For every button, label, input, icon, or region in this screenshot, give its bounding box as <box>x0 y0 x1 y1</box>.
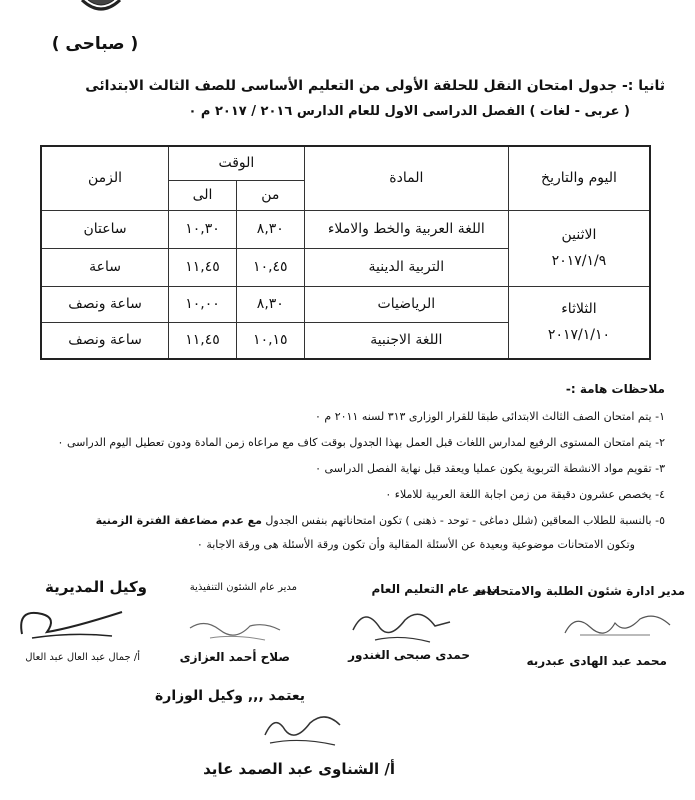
day-name: الثلاثاء <box>561 301 597 318</box>
subject-cell: التربية الدينية <box>304 248 508 286</box>
education-name: حمدى صبحى الغندور <box>348 648 470 662</box>
minister-signature <box>255 705 345 750</box>
students-dept-title: مدير ادارة شئون الطلبة والامتحانات <box>474 584 685 598</box>
exam-schedule-table <box>40 145 651 360</box>
note-final-line: وتكون الامتحانات موضوعية وبعيدة عن الأسئلة المقالية وأن تكون ورقة الأسئلة هى ورقة الاجابة ٠ <box>196 538 635 551</box>
document-subtitle: ( عربى - لغات ) الفصل الدراسى الاول للعام الدارس ٢٠١٦ / ٢٠١٧ م ٠ <box>188 104 630 119</box>
table-header-row <box>41 146 650 180</box>
executive-title: مدير عام الشئون التنفيذية <box>189 582 297 593</box>
note-item-5-emphasis: مع عدم مضاعفة الفترة الزمنية <box>95 514 262 527</box>
note-item: ١- يتم امتحان الصف الثالث الابتدائى طبقا للقرار الوزارى ٣١٣ لسنه ٢٠١١ م ٠ <box>314 410 665 423</box>
duration-cell: ساعة ونصف <box>41 286 169 322</box>
executive-name: صلاح أحمد العزازى <box>179 650 290 664</box>
note-item: ٤- يخصص عشرون دقيقة من زمن اجابة اللغة العربية للاملاء ٠ <box>385 488 665 501</box>
note-item-5 <box>96 514 665 527</box>
day-cell <box>508 286 650 359</box>
students-dept-signature <box>560 605 675 645</box>
ministry-logo-icon <box>80 0 122 14</box>
education-signature <box>345 600 455 648</box>
notes-title: ملاحظات هامة :- <box>565 382 665 396</box>
note-item: ٣- تقويم مواد الانشطة التربوية يكون عمليا ويعقد قبل نهاية الفصل الدراسى ٠ <box>315 462 665 475</box>
document-title: ثانيا :- جدول امتحان النقل للحلقة الأولى من التعليم الأساسى للصف الثالث الابتدائى <box>85 78 665 94</box>
education-title: مدير عام التعليم العام <box>371 582 500 596</box>
header-from: من <box>236 180 304 210</box>
header-subject: المادة <box>304 146 508 210</box>
subject-cell: اللغة الاجنبية <box>304 322 508 359</box>
time-from-cell: ٨,٣٠ <box>236 210 304 248</box>
time-to-cell: ١٠,٠٠ <box>169 286 237 322</box>
shift-label: ( صباحى ) <box>51 34 139 54</box>
day-date: ٢٠١٧/١/١٠ <box>547 327 610 344</box>
note-item-5-text: ٥- بالنسبة للطلاب المعاقين (شلل دماغى - توحد - ذهنى ) تكون امتحاناتهم بنفس الجدول <box>265 514 665 527</box>
executive-signature <box>185 608 285 648</box>
duration-cell: ساعتان <box>41 210 169 248</box>
duration-cell: ساعة <box>41 248 169 286</box>
time-to-cell: ١١,٤٥ <box>169 322 237 359</box>
table-row <box>41 286 650 322</box>
day-name: الاثنين <box>561 227 597 243</box>
students-dept-name: محمد عبد الهادى عبدربه <box>526 654 667 668</box>
time-from-cell: ١٠,٤٥ <box>236 248 304 286</box>
header-to: الى <box>169 180 237 210</box>
undersecretary-title: وكيل المديرية <box>45 578 147 596</box>
time-to-cell: ١٠,٣٠ <box>169 210 237 248</box>
duration-cell: ساعة ونصف <box>41 322 169 359</box>
subject-cell: اللغة العربية والخط والاملاء <box>304 210 508 248</box>
header-day-date: اليوم والتاريخ <box>508 146 650 210</box>
undersecretary-signature <box>12 598 127 646</box>
header-duration: الزمن <box>41 146 169 210</box>
time-from-cell: ٨,٣٠ <box>236 286 304 322</box>
day-date: ٢٠١٧/١/٩ <box>551 253 607 269</box>
time-to-cell: ١١,٤٥ <box>169 248 237 286</box>
note-item: ٢- يتم امتحان المستوى الرفيع لمدارس اللغات قبل العمل بهذا الجدول بوقت كاف مع مراعاه زمن المادة ودون تعطيل اليوم الدراسى ٠ <box>57 436 665 449</box>
approval-line: يعتمد ,,, وكيل الوزارة <box>155 688 305 704</box>
time-from-cell: ١٠,١٥ <box>236 322 304 359</box>
undersecretary-name: أ/ جمال عبد العال عبد العال <box>25 652 140 663</box>
subject-cell: الرياضيات <box>304 286 508 322</box>
day-cell <box>508 210 650 286</box>
header-time: الوقت <box>169 146 305 180</box>
table-row <box>41 210 650 248</box>
minister-name: أ/ الشناوى عبد الصمد عايد <box>203 760 395 778</box>
